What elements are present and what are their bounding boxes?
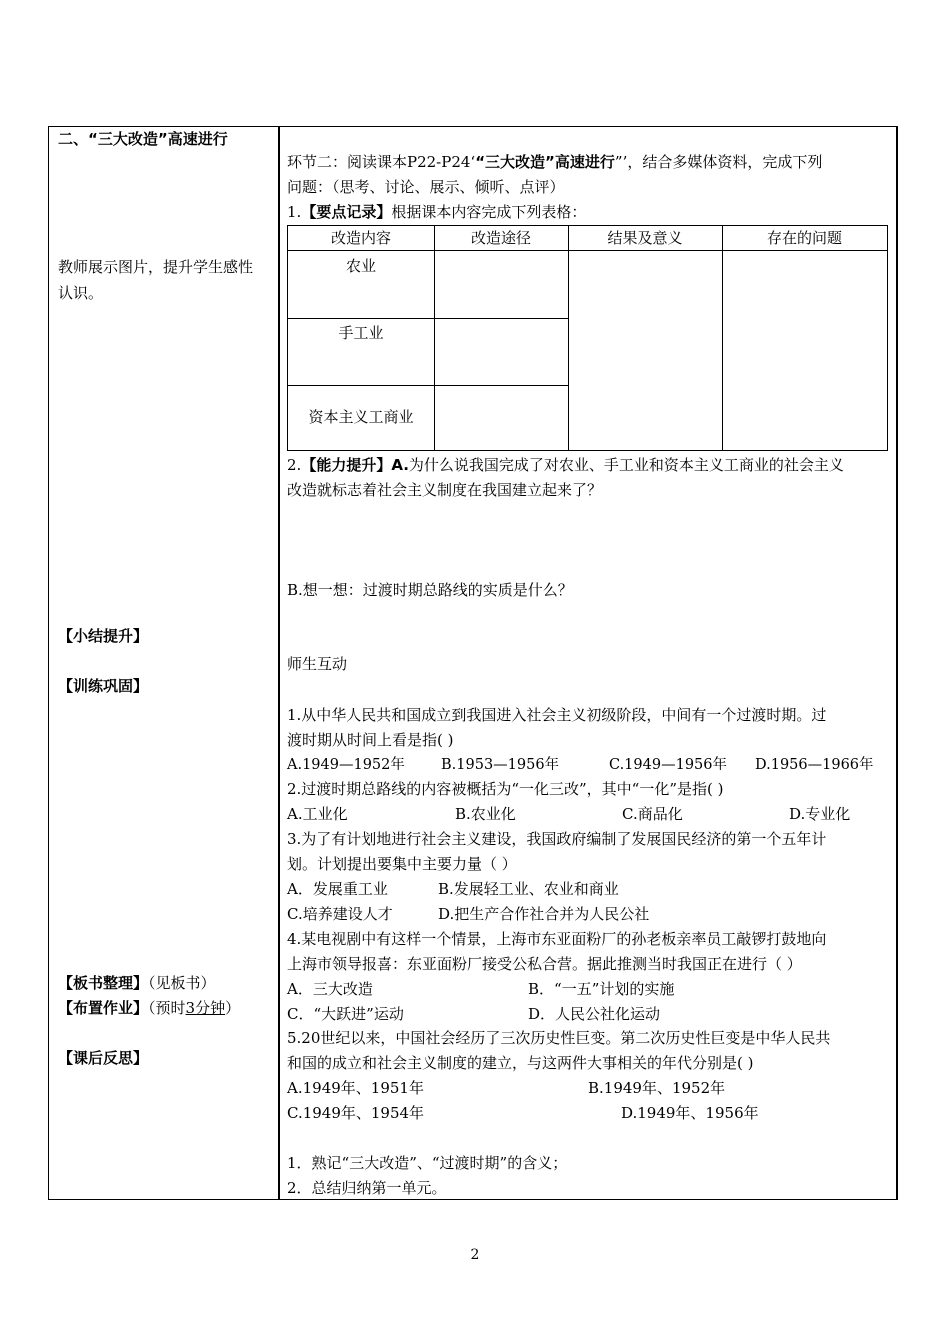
table-header: 改造内容 <box>330 229 391 247</box>
question-1-option: B.1953—1956年 <box>441 757 560 773</box>
table-row-label: 手工业 <box>338 324 384 342</box>
column-divider <box>278 126 280 1200</box>
think-question: B.想一想：过渡时期总路线的实质是什么？ <box>287 581 573 599</box>
question-3-line1: 3.为了有计划地进行社会主义建设，我国政府编制了发展国民经济的第一个五年计 <box>287 830 827 848</box>
practice-heading: 【训练巩固】 <box>58 677 149 695</box>
question-1-option: C.1949—1956年 <box>609 757 727 773</box>
question-5-option: C.1949年、1954年 <box>287 1104 425 1122</box>
table-row-label: 农业 <box>345 257 376 275</box>
homework-row: 【布置作业】（预时3分钟） <box>58 999 241 1017</box>
interaction-label: 师生互动 <box>287 655 348 673</box>
question-3-option: D.把生产合作社合并为人民公社 <box>438 905 650 923</box>
question-5-line1: 5.20世纪以来，中国社会经历了三次历史性巨变。第二次历史性巨变是中华人民共 <box>287 1029 831 1047</box>
question-4-line2: 上海市领导报喜：东亚面粉厂接受公私合营。据此推测当时我国正在进行（ ） <box>287 955 802 973</box>
reform-table <box>287 225 888 451</box>
ability-question-line1: 2.【能力提升】A.为什么说我国完成了对农业、手工业和资本主义工商业的社会主义 <box>287 456 844 474</box>
homework-item-1: 1．熟记“三大改造”、“过渡时期”的含义； <box>287 1154 568 1172</box>
intro-line1: 环节二：阅读课本P22-P24‘“三大改造”高速进行”’，结合多媒体资料，完成下列 <box>287 153 823 171</box>
question-4-option: B．“一五”计划的实施 <box>528 980 675 998</box>
board-summary: 【板书整理】（见板书） <box>58 974 216 992</box>
question-2-option: A.工业化 <box>287 805 348 823</box>
question-5-option: B.1949年、1952年 <box>588 1079 726 1097</box>
question-3-option: B.发展轻工业、农业和商业 <box>438 880 619 898</box>
question-5-option: A.1949年、1951年 <box>287 1079 424 1097</box>
table-header: 存在的问题 <box>766 229 842 247</box>
summary-heading: 【小结提升】 <box>58 627 149 645</box>
reflection-heading: 【课后反思】 <box>58 1049 149 1067</box>
question-1-option: A.1949—1952年 <box>287 757 405 773</box>
question-4-option: C．“大跃进”运动 <box>287 1005 404 1023</box>
ability-question-line2: 改造就标志着社会主义制度在我国建立起来了？ <box>287 481 603 499</box>
homework-item-2: 2．总结归纳第一单元。 <box>287 1179 447 1197</box>
teacher-note-line1: 教师展示图片，提升学生感性 <box>58 258 254 276</box>
section-title: 二、“三大改造”高速进行 <box>58 130 228 148</box>
table-row-label: 资本主义工商业 <box>308 408 414 426</box>
question-1-option: D.1956—1966年 <box>755 757 874 773</box>
question-5-option: D.1949年、1956年 <box>621 1104 759 1122</box>
question-4-option: D．人民公社化运动 <box>528 1005 661 1023</box>
question-4-option: A．三大改造 <box>287 980 373 998</box>
question-2-line1: 2.过渡时期总路线的内容被概括为“一化三改”，其中“一化”是指( ) <box>287 780 724 798</box>
question-3-option: A．发展重工业 <box>287 880 388 898</box>
question-5-line2: 和国的成立和社会主义制度的建立，与这两件大事相关的年代分别是( ) <box>287 1054 754 1072</box>
table-header: 结果及意义 <box>607 229 683 247</box>
question-3-line2: 划。计划提出要集中主要力量（ ） <box>287 855 517 873</box>
intro-line2: 问题：（思考、讨论、展示、倾听、点评） <box>287 178 565 196</box>
page-number: 2 <box>470 1247 480 1263</box>
question-2-option: C.商品化 <box>622 805 683 823</box>
question-2-option: B.农业化 <box>455 805 516 823</box>
question-1-line1: 1.从中华人民共和国成立到我国进入社会主义初级阶段，中间有一个过渡时期。过 <box>287 706 827 724</box>
question-4-line1: 4.某电视剧中有这样一个情景，上海市东亚面粉厂的孙老板亲率员工敲锣打鼓地向 <box>287 930 827 948</box>
question-2-option: D.专业化 <box>789 805 851 823</box>
teacher-note-line2: 认识。 <box>58 284 104 302</box>
table-header: 改造途径 <box>470 229 531 247</box>
homework-time: 3分钟 <box>185 999 226 1017</box>
question-3-option: C.培养建设人才 <box>287 905 393 923</box>
key-points-instruction: 1.【要点记录】根据课本内容完成下列表格： <box>287 203 587 221</box>
question-1-line2: 渡时期从时间上看是指( ) <box>287 731 454 749</box>
